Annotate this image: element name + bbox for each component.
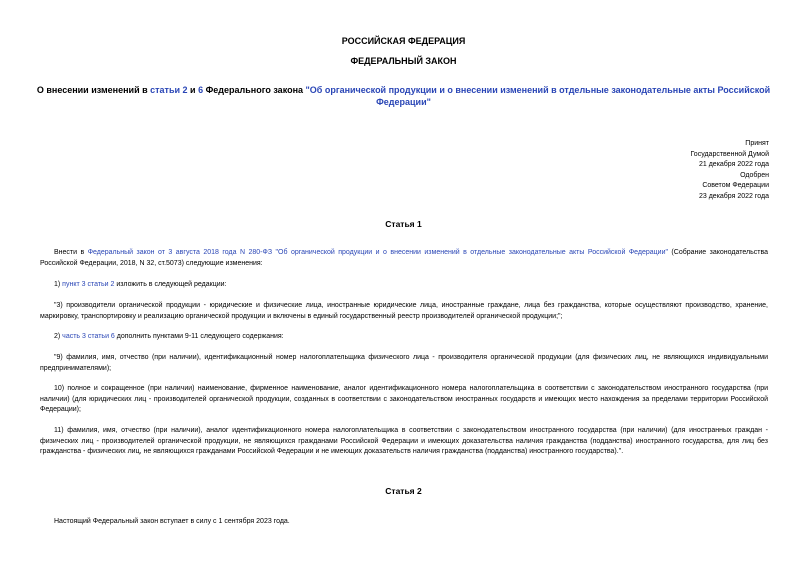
article1-heading: Статья 1 [385,219,422,229]
adoption-line: Принят [745,140,769,147]
adoption-date: 21 декабря 2022 года [698,161,769,168]
document-type-heading: ФЕДЕРАЛЬНЫЙ ЗАКОН [350,56,457,66]
adoption-block [690,139,769,202]
title-link-article2[interactable]: статьи 2 [150,85,188,95]
approval-date: 23 декабря 2022 года [698,192,769,200]
adoption-line: Государственной Думой [690,150,769,158]
title-text: О внесении изменений в [36,85,151,95]
title-link-article6[interactable]: 6 [198,85,204,95]
title-text: и [187,85,199,95]
paragraph-11: 11) фамилия, имя, отчество (при наличии), аналог идентификационного номера налогоплательщика в соответствии с законодательством иностранного государства (при наличии) (для иностранных граждан - физических лиц - производителей органической продукции, не являющихся гражданами Российской Федерации и имеющих доказательства наличия гражданства (подданства) иностранного государства, для лиц без гражданства - физических лиц, не являющихся гражданами Российской Федерации и не имеющих доказательств наличия гражданства (подданства) иностранного государства).". [40,427,768,455]
country-heading: РОССИЙСКАЯ ФЕДЕРАЦИЯ [341,36,466,46]
intro-text: Внести в [54,249,88,256]
law-title [36,84,771,108]
paragraph-9: "9) фамилия, имя, отчество (при наличии), идентификационный номер налогоплательщика физического лица - производителя органической продукции (для физических лиц, не являющихся индивидуальными предпринимателями); [40,354,768,372]
article2-heading: Статья 2 [385,486,422,496]
approval-line: Советом Федерации [702,182,769,189]
item-text: изложить в следующей редакции: [114,281,227,288]
approval-line: Одобрен [740,171,769,179]
item1 [40,280,768,291]
item-number: 2) [54,333,63,340]
paragraph-10: 10) полное и сокращенное (при наличии) наименование, фирменное наименование, аналог идентификационного номера налогоплательщика в соответствии с законодательством иностранного государства (при наличии) (для юридических лиц - производителей органической продукции, созданных в соответствии с законодательством иностранных государств и имеющих место нахождения за пределами территории Российской Федерации); [40,385,768,413]
article1-intro [40,248,768,269]
title-link-law[interactable]: "Об органической продукции и о внесении изменений в отдельные законодательные акты Российской Федерации" [305,85,771,107]
item-number: 1) [54,281,63,288]
item2-link[interactable]: часть 3 статьи 6 [62,333,115,340]
item1-link[interactable]: пункт 3 статьи 2 [62,281,115,288]
intro-law-link[interactable]: Федеральный закон от 3 августа 2018 года N 280-ФЗ "Об органической продукции и о внесении изменений в отдельные законодательные акты Российской Федерации" [87,249,668,256]
title-text: Федерального закона [203,85,306,95]
intro-text: (Собрание законодательства Российской Федерации, 2018, N 32, ст.5073) следующие изменения: [40,249,768,267]
article2-text: Настоящий Федеральный закон вступает в силу с 1 сентября 2023 года. [54,518,290,525]
item-text: дополнить пунктами 9-11 следующего содержания: [114,333,284,340]
item2 [40,332,768,343]
item1-text: "3) производители органической продукции - юридические и физические лица, иностранные юридические лица, иностранные граждане, лица без гражданства, которые осуществляют производство, хранение, маркировку, транспортировку и реализацию органической продукции и включены в единый государственный реестр производителей органической продукции;"; [40,302,768,320]
